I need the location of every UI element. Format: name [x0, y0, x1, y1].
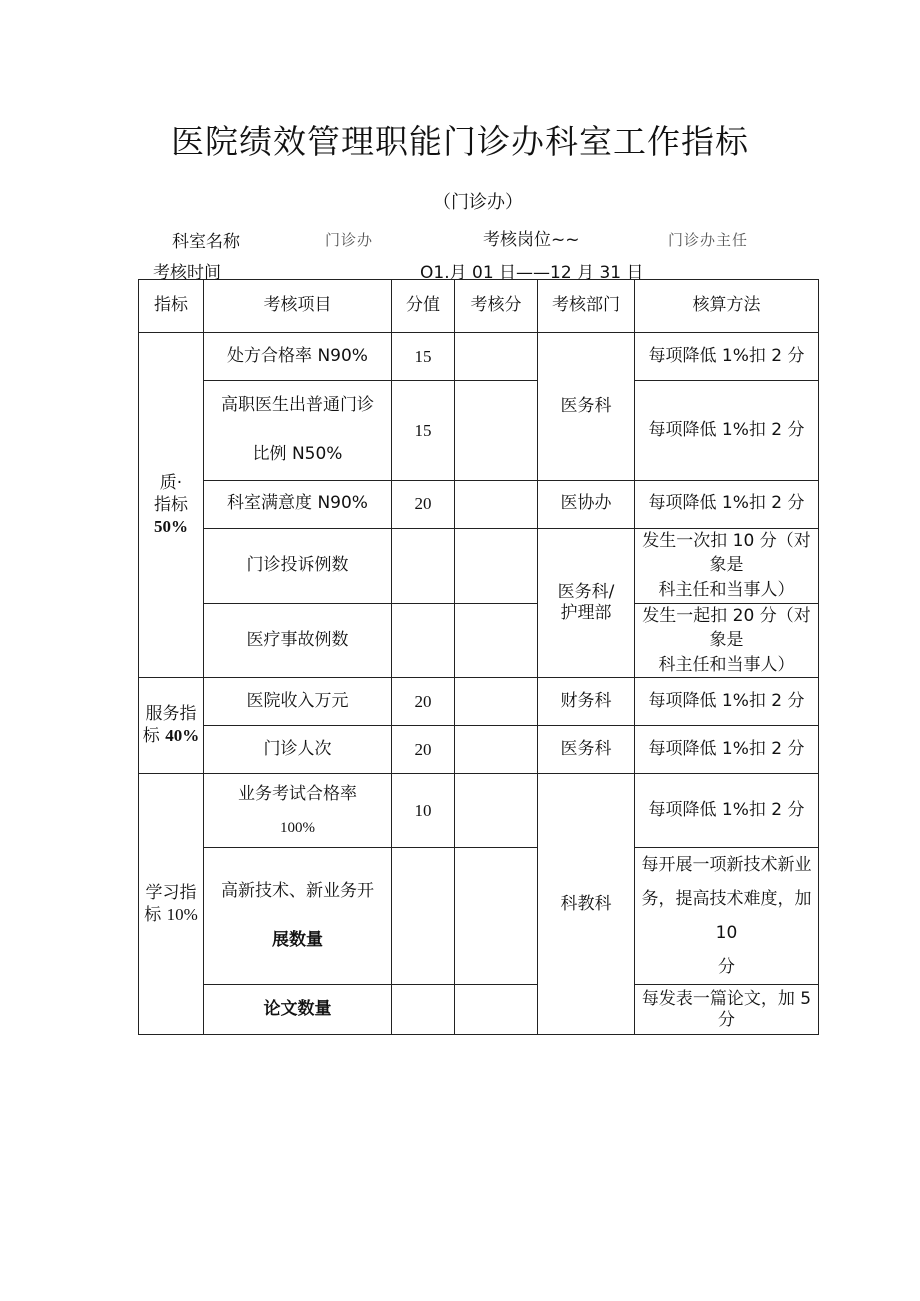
- dept-cell: 医务科: [538, 333, 635, 481]
- item-cell: 医疗事故例数: [204, 603, 392, 678]
- group-pct: 50%: [154, 516, 188, 536]
- table-row: [139, 774, 819, 848]
- assess-score-cell: [455, 528, 538, 603]
- table-row: [139, 848, 819, 985]
- post-value: 门诊办主任: [668, 231, 749, 249]
- assess-score-cell: [455, 985, 538, 1035]
- group-cell-learning: [139, 774, 204, 1035]
- group-cell-service: [139, 678, 204, 774]
- assess-score-cell: [455, 333, 538, 381]
- time-value: O1.月 01 日——12 月 31 日: [420, 263, 644, 283]
- table-row: [139, 381, 819, 481]
- post-label: 考核岗位~~: [483, 230, 580, 250]
- group-line-text: 标: [142, 726, 160, 747]
- item-cell: 论文数量: [204, 985, 392, 1035]
- score-cell: 20: [392, 678, 455, 726]
- group-line: 指标: [154, 494, 188, 515]
- table-row: [139, 985, 819, 1035]
- item-cell: 医院收入万元: [204, 678, 392, 726]
- item-cell: [204, 381, 392, 481]
- method-cell: 每项降低 1%扣 2 分: [635, 726, 819, 774]
- method-line: 科主任和当事人）: [658, 654, 795, 675]
- score-cell: [392, 603, 455, 678]
- score-cell: 20: [392, 480, 455, 528]
- item-line: 比例 N50%: [252, 444, 343, 465]
- dept-cell: [538, 528, 635, 678]
- score-cell: [392, 985, 455, 1035]
- time-label: 考核时间: [153, 263, 221, 283]
- assess-score-cell: [455, 774, 538, 848]
- item-cell: 门诊人次: [204, 726, 392, 774]
- page-subtitle: （门诊办）: [433, 192, 523, 213]
- header-cell: 核算方法: [635, 280, 819, 333]
- table-row: [139, 726, 819, 774]
- method-cell: 每项降低 1%扣 2 分: [635, 333, 819, 381]
- score-cell: 20: [392, 726, 455, 774]
- method-line: 每开展一项新技术新业: [641, 855, 812, 876]
- method-line: 发生一次扣 10 分（对象是: [642, 530, 811, 576]
- group-pct: 10%: [166, 904, 198, 924]
- item-line: 高职医生出普通门诊: [221, 395, 374, 415]
- table-row: [139, 603, 819, 678]
- method-cell: 每项降低 1%扣 2 分: [635, 774, 819, 848]
- method-cell: [635, 848, 819, 985]
- group-pct: 40%: [165, 726, 200, 746]
- item-cell: 科室满意度 N90%: [204, 480, 392, 528]
- table-row: [139, 480, 819, 528]
- method-cell: 每项降低 1%扣 2 分: [635, 678, 819, 726]
- item-line: 展数量: [272, 930, 323, 951]
- item-line: 100%: [280, 820, 315, 837]
- dept-cell: 财务科: [538, 678, 635, 726]
- group-line: [139, 904, 203, 926]
- method-line: 科主任和当事人）: [658, 579, 795, 600]
- method-line: 务，提高技术难度，加 10: [641, 889, 812, 944]
- dept-cell: 医协办: [538, 480, 635, 528]
- method-cell: 每发表一篇论文，加 5 分: [635, 985, 819, 1035]
- item-line: 高新技术、新业务开: [221, 881, 374, 902]
- group-cell-quality: [139, 333, 204, 678]
- header-cell: 考核部门: [538, 280, 635, 333]
- assess-score-cell: [455, 678, 538, 726]
- page-title: 医院绩效管理职能门诊办科室工作指标: [171, 122, 749, 161]
- table-row: [139, 528, 819, 603]
- method-cell: 每项降低 1%扣 2 分: [635, 480, 819, 528]
- indicator-table: [138, 279, 819, 1035]
- method-cell: 每项降低 1%扣 2 分: [635, 381, 819, 481]
- score-cell: [392, 528, 455, 603]
- group-line: 质·: [159, 473, 183, 494]
- method-cell: [635, 528, 819, 603]
- item-cell: 处方合格率 N90%: [204, 333, 392, 381]
- assess-score-cell: [455, 381, 538, 481]
- group-line: [139, 725, 203, 747]
- assess-score-cell: [455, 603, 538, 678]
- score-cell: 15: [392, 381, 455, 481]
- group-line-text: 标: [144, 904, 162, 925]
- table-row: [139, 678, 819, 726]
- method-line: 分: [718, 957, 735, 978]
- assess-score-cell: [455, 480, 538, 528]
- method-cell: [635, 603, 819, 678]
- dept-label: 科室名称: [172, 232, 240, 252]
- header-cell: 考核分: [455, 280, 538, 333]
- table-header-row: [139, 280, 819, 333]
- table-row: [139, 333, 819, 381]
- dept-value: 门诊办: [325, 231, 374, 249]
- score-cell: 10: [392, 774, 455, 848]
- item-cell: 门诊投诉例数: [204, 528, 392, 603]
- dept-cell: 医务科: [538, 726, 635, 774]
- score-cell: [392, 848, 455, 985]
- item-cell: [204, 774, 392, 848]
- item-cell: [204, 848, 392, 985]
- method-line: 发生一起扣 20 分（对象是: [642, 605, 811, 651]
- group-line: 服务指: [145, 704, 197, 725]
- assess-score-cell: [455, 848, 538, 985]
- dept-cell: 科教科: [538, 774, 635, 1035]
- assess-score-cell: [455, 726, 538, 774]
- score-cell: 15: [392, 333, 455, 381]
- header-cell: 考核项目: [204, 280, 392, 333]
- header-cell: 分值: [392, 280, 455, 333]
- dept-line: 医务科/: [557, 581, 615, 602]
- item-line: 业务考试合格率: [238, 784, 357, 805]
- header-cell: 指标: [139, 280, 204, 333]
- group-line: 学习指: [145, 882, 197, 903]
- dept-line: 护理部: [560, 603, 612, 624]
